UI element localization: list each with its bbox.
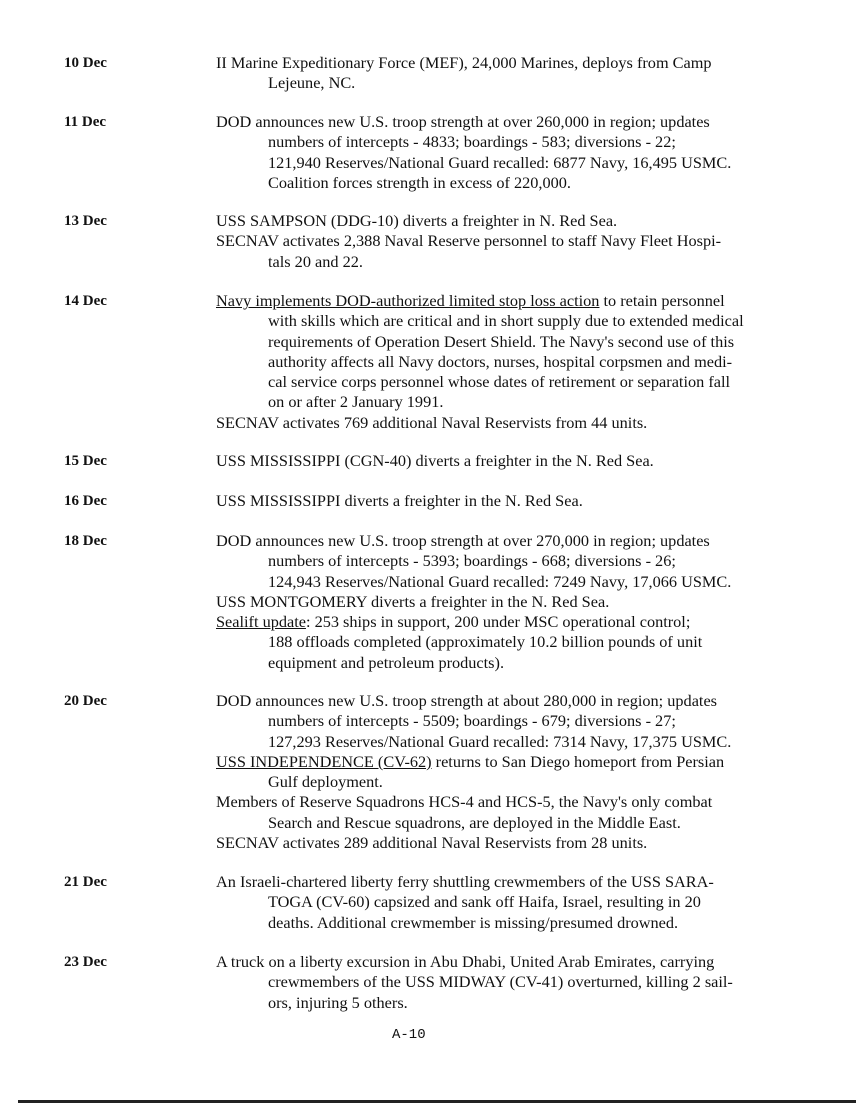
text-line: DOD announces new U.S. troop strength at over 260,000 in region; updates	[216, 112, 710, 131]
text-line: with skills which are critical and in short supply due to extended medical	[268, 311, 744, 331]
entry-paragraph	[216, 112, 731, 193]
entry-body	[216, 491, 583, 511]
entry-paragraph	[216, 413, 744, 433]
text-line: II Marine Expeditionary Force (MEF), 24,000 Marines, deploys from Camp	[216, 53, 712, 72]
underlined-heading: USS INDEPENDENCE (CV-62)	[216, 751, 432, 771]
bottom-rule	[18, 1100, 856, 1103]
entry-body	[216, 112, 731, 193]
entry-paragraph	[216, 592, 731, 612]
text-line: ors, injuring 5 others.	[268, 992, 408, 1012]
text-line: DOD announces new U.S. troop strength at over 270,000 in region; updates	[216, 531, 710, 550]
entry-paragraph	[216, 952, 733, 1013]
entry-body	[216, 952, 733, 1013]
text-line: cal service corps personnel whose dates of retirement or separation fall	[268, 372, 731, 392]
entry-paragraph	[216, 231, 721, 272]
text-line: USS MISSISSIPPI (CGN-40) diverts a freighter in the N. Red Sea.	[216, 451, 654, 470]
entry-date: 23 Dec	[64, 954, 107, 970]
entry-paragraph	[216, 792, 731, 833]
entry-body	[216, 872, 714, 933]
entry-paragraph	[216, 53, 712, 94]
text-line: An Israeli-chartered liberty ferry shuttling crewmembers of the USS SARA-	[216, 872, 714, 891]
entry-paragraph	[216, 451, 654, 471]
entry-date: 13 Dec	[64, 213, 107, 229]
entry-paragraph	[216, 612, 731, 673]
text-line: 127,293 Reserves/National Guard recalled: 7314 Navy, 17,375 USMC.	[268, 731, 732, 751]
entry-paragraph	[216, 491, 583, 511]
text-line: SECNAV activates 289 additional Naval Reservists from 28 units.	[216, 833, 648, 853]
text-line: on or after 2 January 1991.	[268, 392, 444, 412]
text-line: SECNAV activates 2,388 Naval Reserve personnel to staff Navy Fleet Hospi-	[216, 231, 722, 251]
entry-date: 21 Dec	[64, 874, 107, 890]
entry-body	[216, 291, 744, 433]
text-line: TOGA (CV-60) capsized and sank off Haifa, Israel, resulting in 20	[268, 892, 701, 912]
text-line: 188 offloads completed (approximately 10.2 billion pounds of unit	[268, 632, 703, 652]
entry-date: 11 Dec	[64, 114, 107, 130]
entry-date: 14 Dec	[64, 293, 107, 309]
text-line: numbers of intercepts - 5393; boardings - 668; diversions - 26;	[268, 551, 676, 571]
entry-body	[216, 451, 654, 471]
text-line: authority affects all Navy doctors, nurses, hospital corpsmen and medi-	[268, 351, 733, 371]
text-line: Gulf deployment.	[268, 772, 383, 792]
text-line	[216, 612, 731, 632]
entry-date: 15 Dec	[64, 453, 107, 469]
text-line: crewmembers of the USS MIDWAY (CV-41) overturned, killing 2 sail-	[268, 972, 733, 992]
entry-body	[216, 691, 731, 853]
entry-body	[216, 211, 721, 272]
text-line: numbers of intercepts - 5509; boardings - 679; diversions - 27;	[268, 711, 676, 731]
entry-date: 10 Dec	[64, 55, 107, 71]
text-line: Search and Rescue squadrons, are deployed in the Middle East.	[268, 812, 681, 832]
text-line: Lejeune, NC.	[268, 73, 356, 93]
text-line: requirements of Operation Desert Shield. The Navy's second use of this	[268, 331, 735, 351]
underlined-heading: Navy implements DOD-authorized limited stop loss action	[216, 291, 600, 310]
entry-paragraph	[216, 211, 721, 231]
line-text: returns to San Diego homeport from Persian	[431, 751, 725, 771]
text-line: equipment and petroleum products).	[268, 652, 505, 672]
line-text: : 253 ships in support, 200 under MSC operational control;	[305, 612, 691, 632]
entry-paragraph	[216, 531, 731, 592]
text-line: USS MISSISSIPPI diverts a freighter in the N. Red Sea.	[216, 491, 583, 510]
text-line: DOD announces new U.S. troop strength at about 280,000 in region; updates	[216, 691, 718, 710]
text-line: 124,943 Reserves/National Guard recalled: 7249 Navy, 17,066 USMC.	[268, 571, 732, 591]
page-number: A-10	[392, 1027, 426, 1043]
text-line	[216, 752, 731, 772]
text-line: Members of Reserve Squadrons HCS-4 and HCS-5, the Navy's only combat	[216, 792, 713, 812]
entry-date: 18 Dec	[64, 533, 107, 549]
entry-body	[216, 53, 712, 94]
text-line: deaths. Additional crewmember is missing/presumed drowned.	[268, 912, 679, 932]
entry-paragraph	[216, 872, 714, 933]
text-line: tals 20 and 22.	[268, 251, 363, 271]
text-line: 121,940 Reserves/National Guard recalled: 6877 Navy, 16,495 USMC.	[268, 152, 732, 172]
text-line: USS SAMPSON (DDG-10) diverts a freighter in N. Red Sea.	[216, 211, 618, 230]
text-line: Coalition forces strength in excess of 220,000.	[268, 172, 571, 192]
text-line: numbers of intercepts - 4833; boardings - 583; diversions - 22;	[268, 132, 676, 152]
entry-paragraph	[216, 833, 731, 853]
line-text: to retain personnel	[599, 291, 725, 310]
entry-paragraph	[216, 691, 731, 752]
text-line: USS MONTGOMERY diverts a freighter in the N. Red Sea.	[216, 591, 610, 611]
entry-paragraph	[216, 752, 731, 793]
text-line: SECNAV activates 769 additional Naval Reservists from 44 units.	[216, 412, 648, 432]
entry-date: 16 Dec	[64, 493, 107, 509]
text-line	[216, 291, 744, 311]
entry-body	[216, 531, 731, 673]
text-line: A truck on a liberty excursion in Abu Dhabi, United Arab Emirates, carrying	[216, 952, 715, 971]
underlined-heading: Sealift update	[216, 612, 306, 632]
entry-date: 20 Dec	[64, 693, 107, 709]
entry-paragraph	[216, 291, 744, 413]
